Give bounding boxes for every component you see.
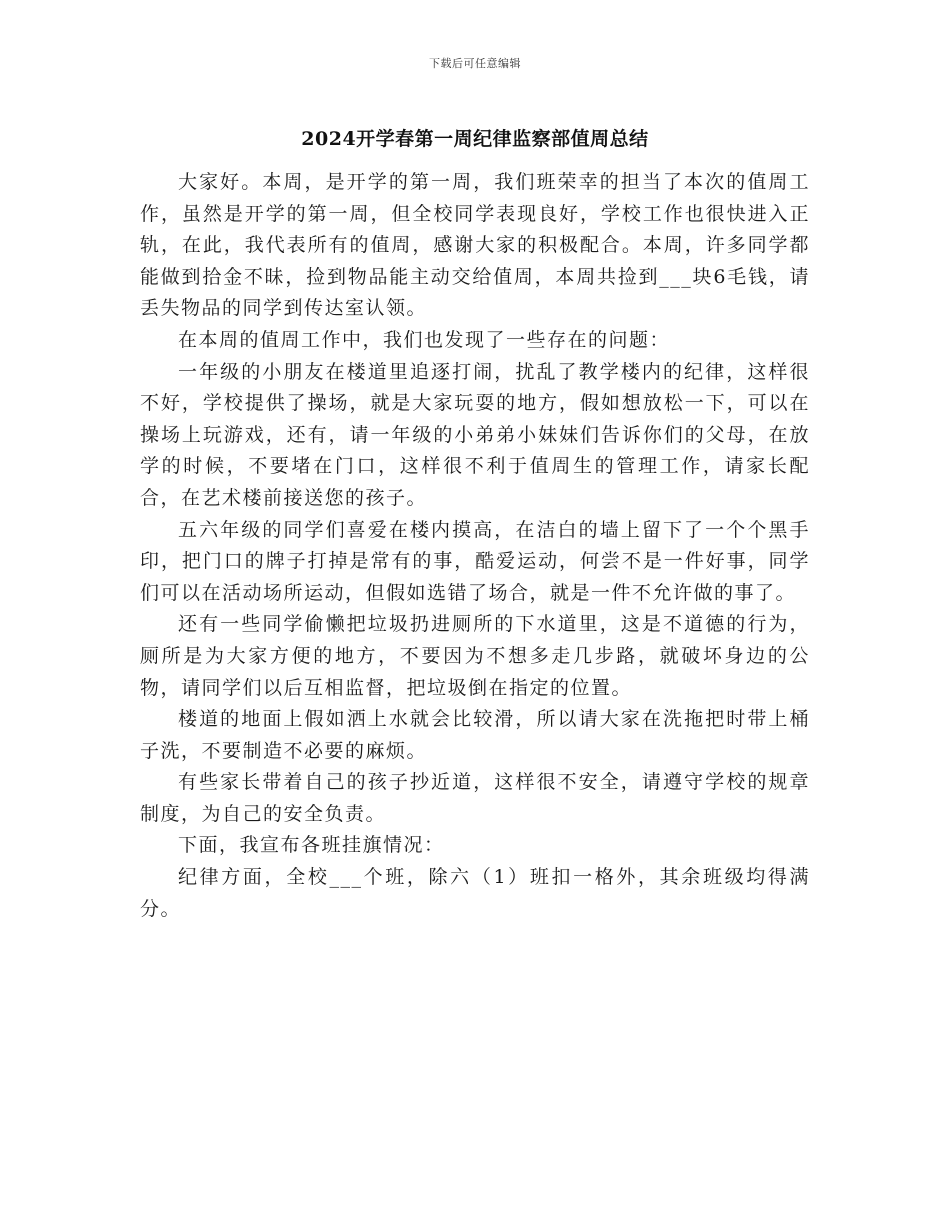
paragraph-2: 在本周的值周工作中，我们也发现了一些存在的问题： xyxy=(178,328,671,351)
paragraph-6: 楼道的地面上假如洒上水就会比较滑，所以请大家在洗拖把时带上桶子洗，不要制造不必要的麻烦。 xyxy=(140,708,810,762)
header-note: 下载后可任意编辑 xyxy=(429,57,521,70)
paragraph-8: 下面，我宣布各班挂旗情况： xyxy=(178,834,445,857)
document-title: 2024开学春第一周纪律监察部值周总结 xyxy=(301,128,649,150)
paragraph-9: 纪律方面，全校___个班，除六（1）班扣一格外，其余班级均得满分。 xyxy=(140,866,810,920)
paragraph-1: 大家好。本周，是开学的第一周，我们班荣幸的担当了本次的值周工作，虽然是开学的第一周，但全校同学表现良好，学校工作也很快进入正轨，在此，我代表所有的值周，感谢大家的积极配合。本周，许多同学都能做到拾金不昧，捡到物品能主动交给值周，本周共捡到___块6毛钱，请丢失物品的同学到传达室认领。 xyxy=(140,171,810,320)
paragraph-3: 一年级的小朋友在楼道里追逐打闹，扰乱了教学楼内的纪律，这样很不好，学校提供了操场，就是大家玩耍的地方，假如想放松一下，可以在操场上玩游戏，还有，请一年级的小弟弟小妹妹们告诉你们的父母，在放学的时候，不要堵在门口，这样很不利于值周生的管理工作，请家长配合，在艺术楼前接送您的孩子。 xyxy=(140,360,810,509)
paragraph-5: 还有一些同学偷懒把垃圾扔进厕所的下水道里，这是不道德的行为，厕所是为大家方便的地方，不要因为不想多走几步路，就破坏身边的公物，请同学们以后互相监督，把垃圾倒在指定的位置。 xyxy=(140,613,810,699)
paragraph-4: 五六年级的同学们喜爱在楼内摸高，在洁白的墙上留下了一个个黑手印，把门口的牌子打掉是常有的事，酷爱运动，何尝不是一件好事，同学们可以在活动场所运动，但假如选错了场合，就是一件不允许做的事了。 xyxy=(140,518,810,604)
document-body xyxy=(140,167,810,925)
paragraph-7: 有些家长带着自己的孩子抄近道，这样很不安全，请遵守学校的规章制度，为自己的安全负责。 xyxy=(140,771,810,825)
